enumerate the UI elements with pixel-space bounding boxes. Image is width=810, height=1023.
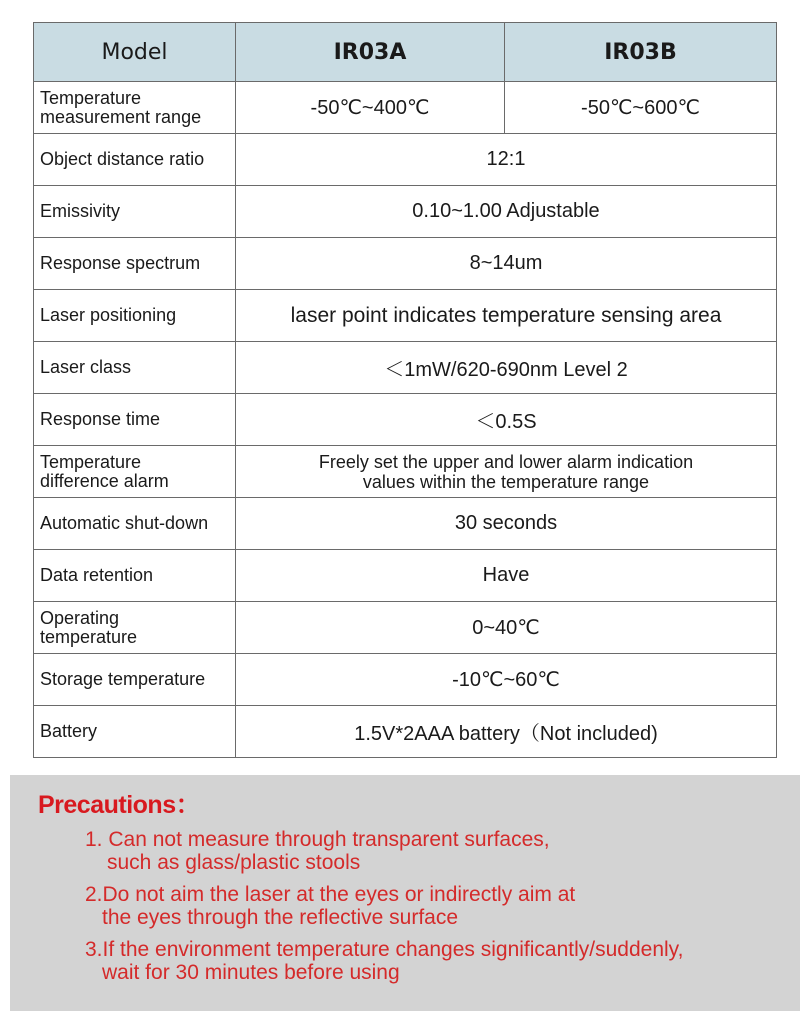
row-label-line2: measurement range bbox=[40, 106, 202, 127]
spec-table-header bbox=[34, 23, 777, 82]
table-row bbox=[34, 186, 777, 238]
header-model: Model bbox=[34, 23, 236, 82]
row-label-line2: temperature bbox=[40, 626, 138, 647]
row-label: Data retention bbox=[34, 550, 236, 602]
precaution-item bbox=[85, 938, 683, 984]
precautions-panel bbox=[10, 775, 800, 1011]
row-value: 12:1 bbox=[236, 134, 777, 186]
row-label-line1: Temperature bbox=[40, 451, 142, 472]
precaution-item-line2: the eyes through the reflective surface bbox=[102, 906, 459, 929]
table-row bbox=[34, 602, 777, 654]
table-row bbox=[34, 342, 777, 394]
row-label: Laser class bbox=[34, 342, 236, 394]
precaution-item-line2: wait for 30 minutes before using bbox=[102, 961, 400, 984]
row-value: 1.5V*2AAA battery（Not included) bbox=[236, 706, 777, 758]
precaution-item-line1: 2.Do not aim the laser at the eyes or indirectly aim at bbox=[85, 883, 576, 906]
table-row bbox=[34, 654, 777, 706]
row-label-line2: difference alarm bbox=[40, 470, 169, 491]
row-value-line1: Freely set the upper and lower alarm indication bbox=[318, 451, 694, 472]
row-label bbox=[34, 602, 236, 654]
row-label: Emissivity bbox=[34, 186, 236, 238]
row-value: Have bbox=[236, 550, 777, 602]
table-row bbox=[34, 394, 777, 446]
row-value: -10℃~60℃ bbox=[236, 654, 777, 706]
row-value: ＜1mW/620-690nm Level 2 bbox=[236, 342, 777, 394]
table-row bbox=[34, 134, 777, 186]
row-label: Object distance ratio bbox=[34, 134, 236, 186]
precautions-heading: Precautions： bbox=[38, 791, 201, 819]
table-row bbox=[34, 82, 777, 134]
precaution-item-line1: 3.If the environment temperature changes significantly/suddenly, bbox=[85, 938, 684, 961]
table-row bbox=[34, 706, 777, 758]
row-label bbox=[34, 446, 236, 498]
table-row bbox=[34, 498, 777, 550]
spec-table bbox=[33, 22, 777, 758]
precaution-item bbox=[85, 883, 575, 929]
row-value: 0.10~1.00 Adjustable bbox=[236, 186, 777, 238]
row-value: laser point indicates temperature sensing area bbox=[236, 290, 777, 342]
precaution-item-line2: such as glass/plastic stools bbox=[107, 851, 361, 874]
table-row bbox=[34, 290, 777, 342]
row-label: Storage temperature bbox=[34, 654, 236, 706]
table-row bbox=[34, 238, 777, 290]
row-label: Automatic shut-down bbox=[34, 498, 236, 550]
row-label-line1: Temperature bbox=[40, 87, 142, 108]
row-value-ir03b: -50℃~600℃ bbox=[505, 82, 777, 134]
row-value: 8~14um bbox=[236, 238, 777, 290]
header-ir03b: IR03B bbox=[505, 23, 777, 82]
row-label: Response spectrum bbox=[34, 238, 236, 290]
row-label bbox=[34, 82, 236, 134]
row-value: 30 seconds bbox=[236, 498, 777, 550]
row-label: Battery bbox=[34, 706, 236, 758]
row-value: ＜0.5S bbox=[236, 394, 777, 446]
table-row bbox=[34, 550, 777, 602]
row-value-line2: values within the temperature range bbox=[362, 471, 650, 492]
table-row bbox=[34, 446, 777, 498]
row-value: 0~40℃ bbox=[236, 602, 777, 654]
row-value bbox=[236, 446, 777, 498]
header-ir03a: IR03A bbox=[236, 23, 505, 82]
row-label: Response time bbox=[34, 394, 236, 446]
row-label: Laser positioning bbox=[34, 290, 236, 342]
precaution-item-line1: 1. Can not measure through transparent surfaces, bbox=[85, 828, 550, 851]
row-label-line1: Operating bbox=[40, 607, 120, 628]
row-value-ir03a: -50℃~400℃ bbox=[236, 82, 505, 134]
precaution-item bbox=[85, 828, 550, 874]
